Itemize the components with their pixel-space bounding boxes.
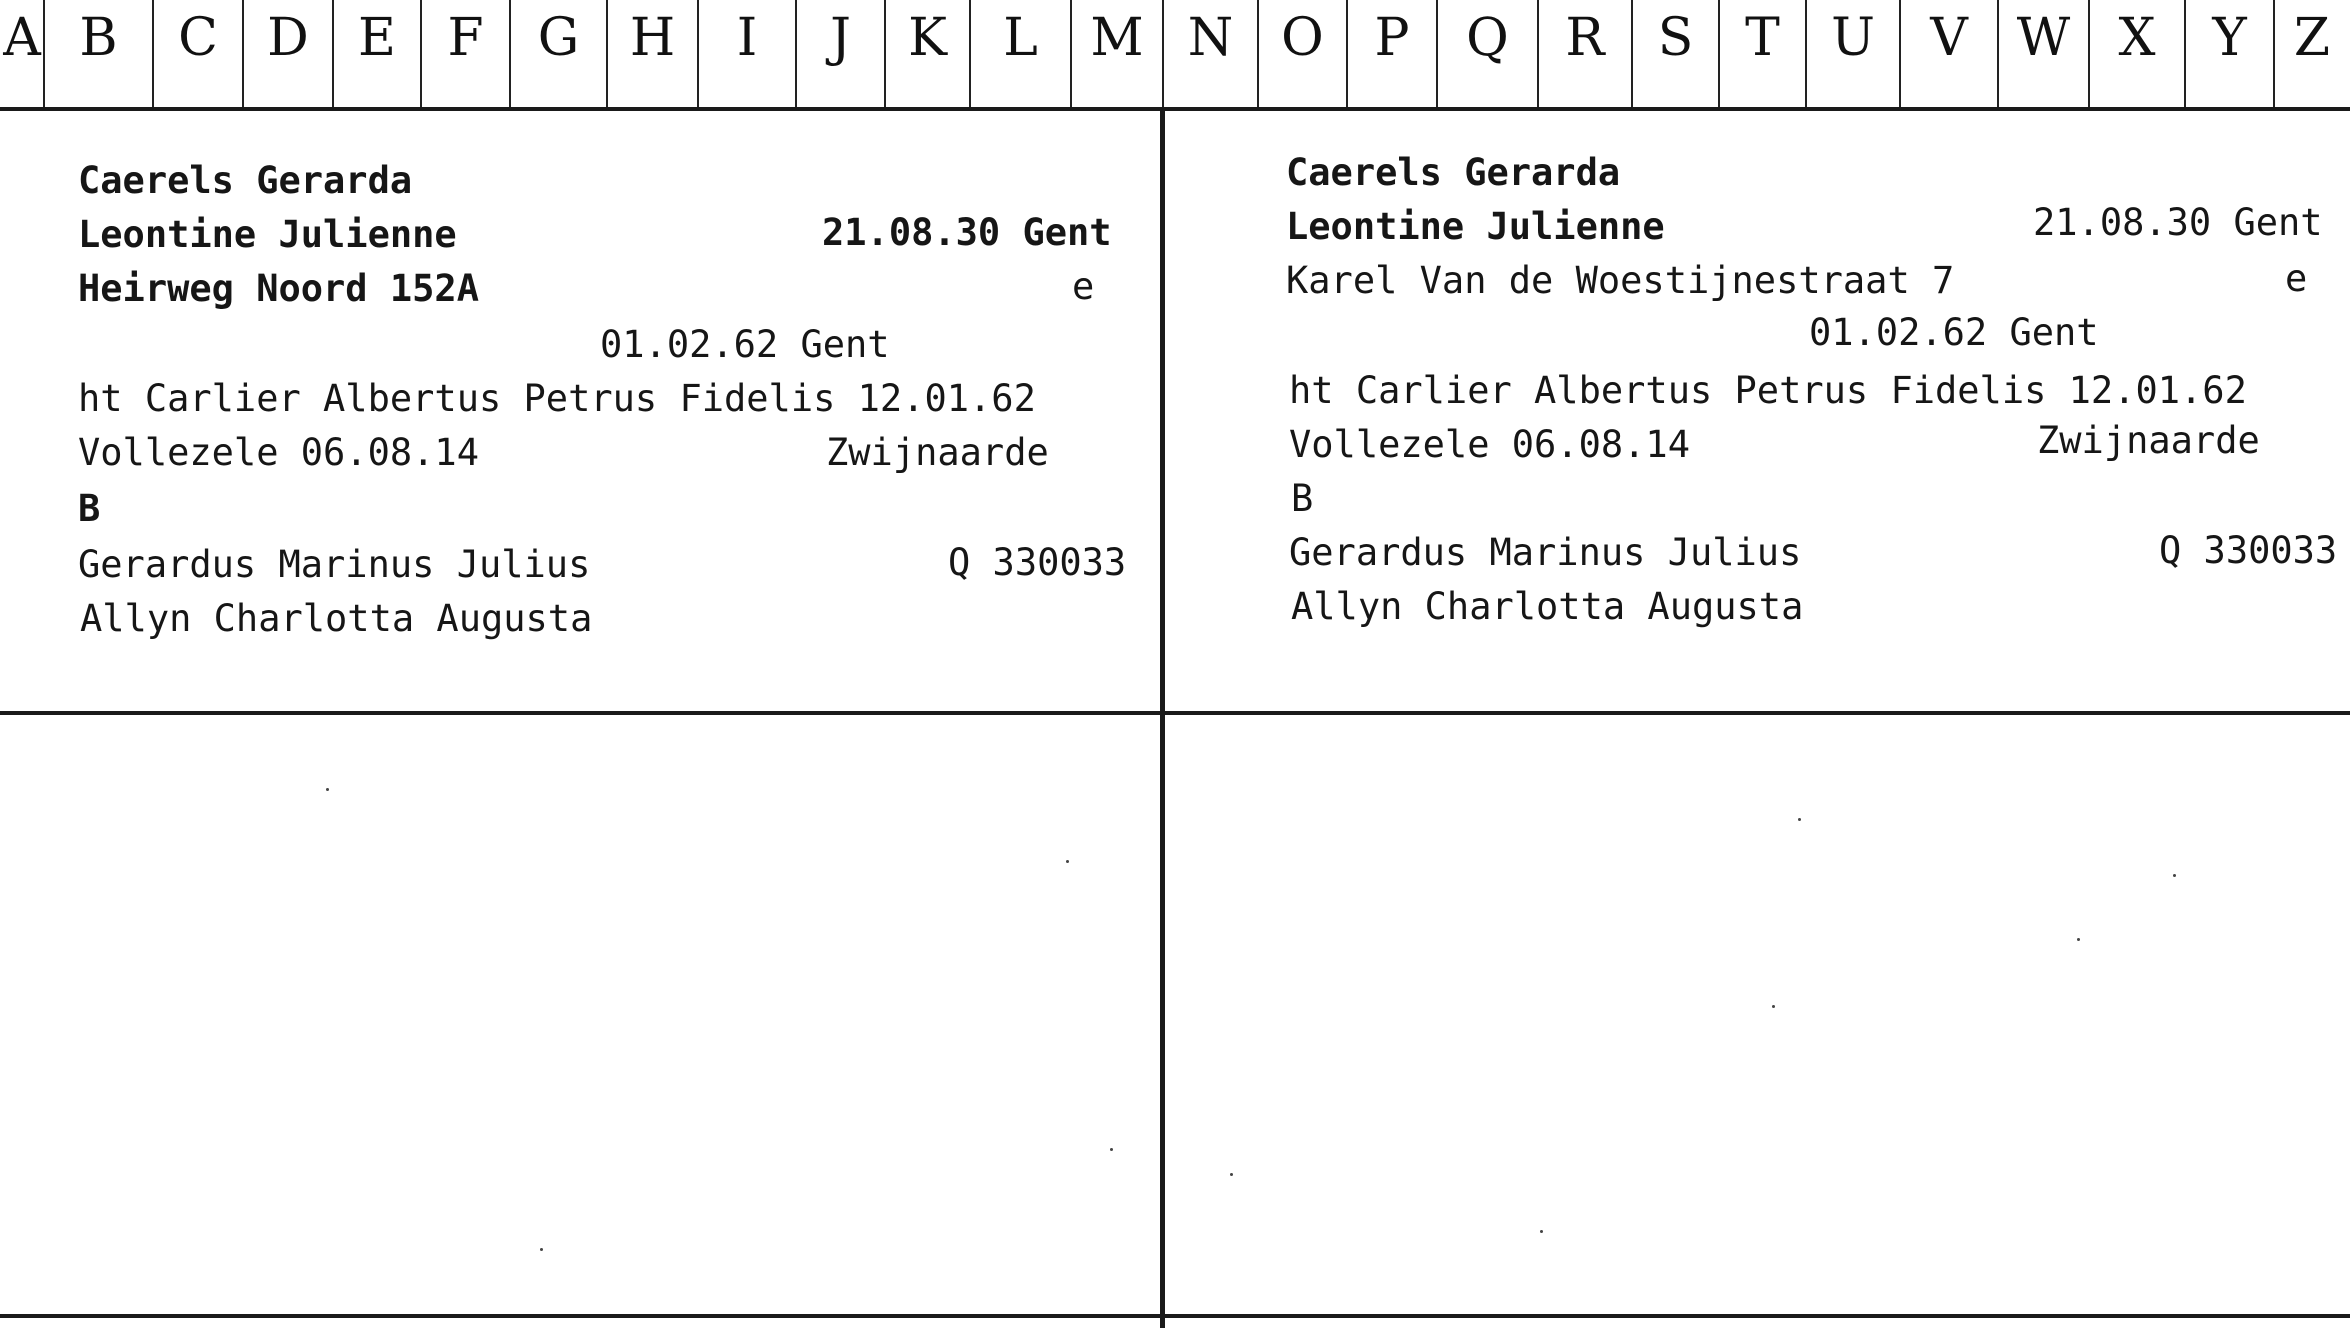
letter-separator bbox=[1631, 0, 1633, 66]
letter-tick bbox=[152, 66, 154, 107]
given-names: Leontine Julienne bbox=[78, 213, 457, 256]
letter-separator bbox=[242, 0, 244, 66]
father-name: Gerardus Marinus Julius bbox=[1289, 531, 1802, 574]
letter-tick bbox=[43, 66, 45, 107]
spouse-place: Zwijnaarde bbox=[826, 431, 1049, 474]
index-letter-h: H bbox=[629, 8, 676, 68]
letter-tick bbox=[509, 66, 511, 107]
letter-tick bbox=[242, 66, 244, 107]
letter-separator bbox=[420, 0, 422, 66]
letter-tick bbox=[1718, 66, 1720, 107]
index-letter-i: I bbox=[736, 8, 758, 68]
scan-speck bbox=[540, 1248, 543, 1251]
letter-tick bbox=[1436, 66, 1438, 107]
letter-separator bbox=[1997, 0, 1999, 66]
index-letter-f: F bbox=[447, 8, 484, 68]
letter-separator bbox=[1162, 0, 1164, 66]
letter-tick bbox=[2184, 66, 2186, 107]
index-letter-r: R bbox=[1565, 8, 1605, 68]
center-divider bbox=[1160, 111, 1165, 1328]
letter-separator bbox=[332, 0, 334, 66]
letter-tick bbox=[884, 66, 886, 107]
middle-rule bbox=[0, 711, 2350, 715]
address: Heirweg Noord 152A bbox=[78, 267, 479, 310]
letter-separator bbox=[969, 0, 971, 66]
letter-separator bbox=[606, 0, 608, 66]
letter-separator bbox=[1899, 0, 1901, 66]
letter-tick bbox=[1346, 66, 1348, 107]
letter-separator bbox=[1346, 0, 1348, 66]
index-letter-k: K bbox=[908, 8, 947, 68]
index-letter-x: X bbox=[2118, 8, 2156, 68]
code: Q 330033 bbox=[948, 541, 1127, 584]
letter-separator bbox=[1805, 0, 1807, 66]
scan-speck bbox=[326, 788, 329, 791]
index-letter-q: Q bbox=[1466, 8, 1509, 68]
category: B bbox=[78, 487, 101, 530]
letter-separator bbox=[152, 0, 154, 66]
birth-date-place: 21.08.30 Gent bbox=[2033, 201, 2323, 244]
index-letter-v: V bbox=[1930, 8, 1968, 68]
letter-separator bbox=[1718, 0, 1720, 66]
letter-separator bbox=[43, 0, 45, 66]
index-letter-p: P bbox=[1374, 8, 1410, 68]
birth-date-place: 21.08.30 Gent bbox=[822, 211, 1112, 254]
letter-tick bbox=[2273, 66, 2275, 107]
index-letter-z: Z bbox=[2293, 8, 2331, 68]
letter-tick bbox=[969, 66, 971, 107]
letter-tick bbox=[420, 66, 422, 107]
index-letter-b: B bbox=[79, 8, 118, 68]
spouse-birth: Vollezele 06.08.14 bbox=[1289, 423, 1690, 466]
registration-date-place: 01.02.62 Gent bbox=[1809, 311, 2099, 354]
spouse-line: ht Carlier Albertus Petrus Fidelis 12.01.62 bbox=[1289, 369, 2247, 412]
letter-separator bbox=[795, 0, 797, 66]
letter-separator bbox=[2184, 0, 2186, 66]
letter-separator bbox=[2088, 0, 2090, 66]
code: Q 330033 bbox=[2159, 529, 2338, 572]
index-letter-n: N bbox=[1187, 8, 1234, 68]
letter-tick bbox=[795, 66, 797, 107]
letter-tick bbox=[697, 66, 699, 107]
scan-speck bbox=[2077, 938, 2080, 941]
bottom-rule bbox=[0, 1314, 2350, 1318]
index-letter-o: O bbox=[1281, 8, 1324, 68]
index-letter-c: C bbox=[178, 8, 218, 68]
letter-separator bbox=[1537, 0, 1539, 66]
alphabet-index-strip bbox=[0, 0, 2350, 111]
letter-separator bbox=[1436, 0, 1438, 66]
index-letter-m: M bbox=[1090, 8, 1144, 68]
mother-name: Allyn Charlotta Augusta bbox=[80, 597, 593, 640]
letter-tick bbox=[606, 66, 608, 107]
scan-speck bbox=[1066, 860, 1069, 863]
marker: e bbox=[2285, 257, 2308, 300]
letter-separator bbox=[2273, 0, 2275, 66]
letter-separator bbox=[509, 0, 511, 66]
scan-speck bbox=[1110, 1148, 1113, 1151]
index-letter-d: D bbox=[267, 8, 309, 68]
letter-tick bbox=[1805, 66, 1807, 107]
scan-speck bbox=[1230, 1173, 1233, 1176]
index-letter-j: J bbox=[830, 8, 851, 68]
address: Karel Van de Woestijnestraat 7 bbox=[1286, 259, 1955, 302]
spouse-line: ht Carlier Albertus Petrus Fidelis 12.01.62 bbox=[78, 377, 1036, 420]
index-letter-w: W bbox=[2016, 8, 2071, 68]
letter-tick bbox=[2088, 66, 2090, 107]
scan-speck bbox=[2173, 874, 2176, 877]
record-card-left bbox=[0, 111, 1160, 711]
letter-tick bbox=[332, 66, 334, 107]
category: B bbox=[1291, 477, 1314, 520]
index-letter-g: G bbox=[537, 8, 580, 68]
surname: Caerels Gerarda bbox=[78, 159, 413, 202]
letter-tick bbox=[1070, 66, 1072, 107]
index-letter-a: A bbox=[3, 8, 41, 68]
letter-tick bbox=[1537, 66, 1539, 107]
marker: e bbox=[1072, 265, 1095, 308]
spouse-place: Zwijnaarde bbox=[2037, 419, 2260, 462]
surname: Caerels Gerarda bbox=[1286, 151, 1621, 194]
index-letter-l: L bbox=[1003, 8, 1038, 68]
spouse-birth: Vollezele 06.08.14 bbox=[78, 431, 479, 474]
letter-tick bbox=[1162, 66, 1164, 107]
letter-separator bbox=[884, 0, 886, 66]
letter-separator bbox=[1257, 0, 1259, 66]
index-letter-y: Y bbox=[2212, 8, 2247, 68]
letter-tick bbox=[1899, 66, 1901, 107]
index-letter-s: S bbox=[1657, 8, 1694, 68]
letter-tick bbox=[1257, 66, 1259, 107]
letter-tick bbox=[1997, 66, 1999, 107]
letter-separator bbox=[1070, 0, 1072, 66]
given-names: Leontine Julienne bbox=[1286, 205, 1665, 248]
letter-separator bbox=[697, 0, 699, 66]
index-letter-t: T bbox=[1745, 8, 1780, 68]
registration-date-place: 01.02.62 Gent bbox=[600, 323, 890, 366]
father-name: Gerardus Marinus Julius bbox=[78, 543, 591, 586]
record-card-right bbox=[1165, 111, 2350, 711]
index-letter-u: U bbox=[1831, 8, 1875, 68]
letter-tick bbox=[1631, 66, 1633, 107]
scan-speck bbox=[1540, 1230, 1543, 1233]
scan-speck bbox=[1772, 1005, 1775, 1008]
mother-name: Allyn Charlotta Augusta bbox=[1291, 585, 1804, 628]
scan-speck bbox=[1798, 818, 1801, 821]
index-letter-e: E bbox=[358, 8, 396, 68]
